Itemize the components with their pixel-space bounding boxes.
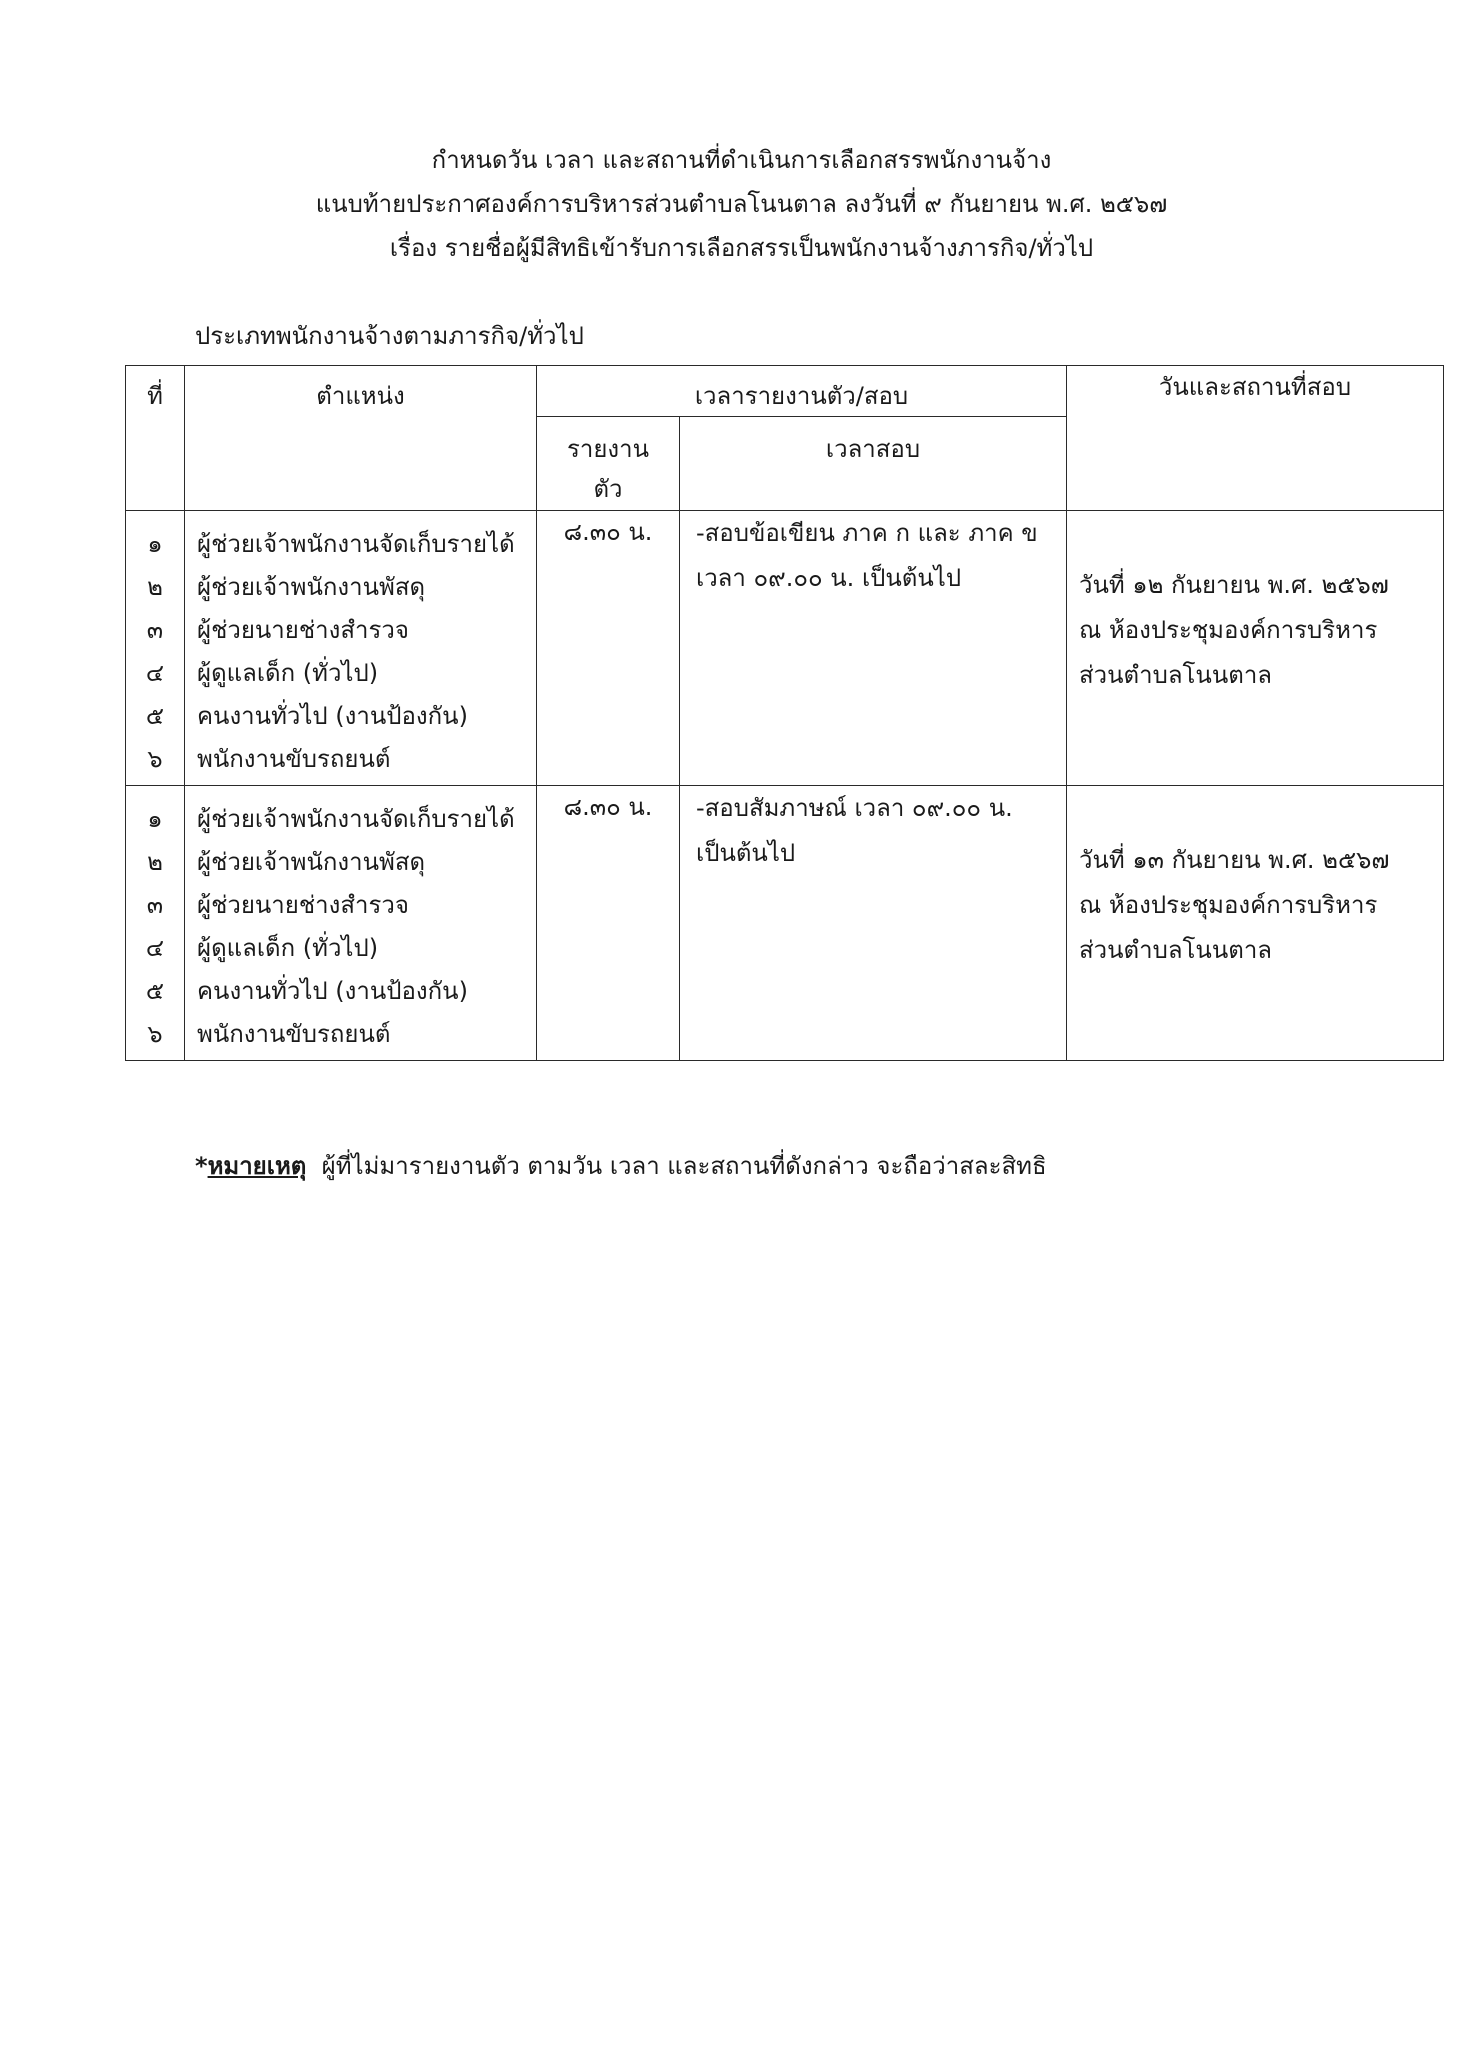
position-cell <box>185 511 537 786</box>
header-report-line-2: ตัว <box>593 475 623 503</box>
header-row <box>126 366 1444 417</box>
venue-line-2: ณ ห้องประชุมองค์การบริหาร <box>1079 616 1378 644</box>
header-exam-time: เวลาสอบ <box>680 417 1067 511</box>
position-name: ผู้ช่วยนายช่างสำรวจ <box>197 891 409 919</box>
row-number: ๒ <box>147 573 163 601</box>
row-number: ๖ <box>147 1020 163 1048</box>
position-name: คนงานทั่วไป (งานป้องกัน) <box>197 702 468 730</box>
row-number: ๑ <box>147 530 163 558</box>
report-time-cell: ๘.๓๐ น. <box>537 511 680 786</box>
footnote <box>195 1146 1047 1185</box>
position-name: ผู้ดูแลเด็ก (ทั่วไป) <box>197 659 379 687</box>
header-no: ที่ <box>126 366 185 511</box>
number-cell <box>126 511 185 786</box>
row-number: ๓ <box>146 891 164 919</box>
header-venue: วันและสถานที่สอบ <box>1067 366 1444 511</box>
header-line-1: กำหนดวัน เวลา และสถานที่ดำเนินการเลือกสรรพนักงานจ้าง <box>431 146 1052 174</box>
exam-line-2: เป็นต้นไป <box>696 839 796 867</box>
row-number: ๕ <box>145 977 165 1005</box>
row-number: ๓ <box>146 616 164 644</box>
header-line-3: เรื่อง รายชื่อผู้มีสิทธิเข้ารับการเลือกสรรเป็นพนักงานจ้างภารกิจ/ทั่วไป <box>389 234 1094 262</box>
header-position: ตำแหน่ง <box>185 366 537 511</box>
header-line-2: แนบท้ายประกาศองค์การบริหารส่วนตำบลโนนตาล ลงวันที่ ๙ กันยายน พ.ศ. ๒๕๖๗ <box>315 190 1168 218</box>
report-time-cell: ๘.๓๐ น. <box>537 786 680 1061</box>
venue-line-3: ส่วนตำบลโนนตาล <box>1079 661 1273 689</box>
position-name: ผู้ช่วยเจ้าพนักงานพัสดุ <box>197 848 426 876</box>
position-cell <box>185 786 537 1061</box>
row-number: ๕ <box>145 702 165 730</box>
row-number: ๑ <box>147 805 163 833</box>
position-name: ผู้ช่วยเจ้าพนักงานพัสดุ <box>197 573 426 601</box>
venue-line-2: ณ ห้องประชุมองค์การบริหาร <box>1079 891 1378 919</box>
position-name: ผู้ดูแลเด็ก (ทั่วไป) <box>197 934 379 962</box>
position-name: ผู้ช่วยเจ้าพนักงานจัดเก็บรายได้ <box>197 805 515 833</box>
row-number: ๔ <box>145 934 165 962</box>
position-name: พนักงานขับรถยนต์ <box>197 745 391 773</box>
table-row <box>126 786 1444 1061</box>
header-time-group: เวลารายงานตัว/สอบ <box>537 366 1067 417</box>
venue-cell <box>1067 786 1444 1061</box>
section-label: ประเภทพนักงานจ้างตามภารกิจ/ทั่วไป <box>195 322 584 350</box>
venue-cell <box>1067 511 1444 786</box>
exam-line-1: -สอบข้อเขียน ภาค ก และ ภาค ข <box>696 519 1038 547</box>
schedule-table <box>125 365 1444 1061</box>
footnote-label: หมายเหตุ <box>207 1152 307 1180</box>
row-number: ๔ <box>145 659 165 687</box>
footnote-text: ผู้ที่ไม่มารายงานตัว ตามวัน เวลา และสถานที่ดังกล่าว จะถือว่าสละสิทธิ <box>321 1152 1047 1180</box>
row-number: ๖ <box>147 745 163 773</box>
header-report <box>537 417 680 511</box>
position-name: คนงานทั่วไป (งานป้องกัน) <box>197 977 468 1005</box>
exam-line-1: -สอบสัมภาษณ์ เวลา ๐๙.๐๐ น. <box>696 794 1013 822</box>
header-report-line-1: รายงาน <box>566 435 650 463</box>
exam-line-2: เวลา ๐๙.๐๐ น. เป็นต้นไป <box>696 564 962 592</box>
position-name: ผู้ช่วยเจ้าพนักงานจัดเก็บรายได้ <box>197 530 515 558</box>
venue-line-1: วันที่ ๑๒ กันยายน พ.ศ. ๒๕๖๗ <box>1079 571 1389 599</box>
position-name: ผู้ช่วยนายช่างสำรวจ <box>197 616 409 644</box>
exam-time-cell <box>680 786 1067 1061</box>
exam-time-cell <box>680 511 1067 786</box>
position-name: พนักงานขับรถยนต์ <box>197 1020 391 1048</box>
footnote-star: * <box>195 1152 208 1180</box>
venue-line-1: วันที่ ๑๓ กันยายน พ.ศ. ๒๕๖๗ <box>1079 846 1390 874</box>
document-header <box>0 138 1483 270</box>
table-row <box>126 511 1444 786</box>
number-cell <box>126 786 185 1061</box>
row-number: ๒ <box>147 848 163 876</box>
venue-line-3: ส่วนตำบลโนนตาล <box>1079 936 1273 964</box>
